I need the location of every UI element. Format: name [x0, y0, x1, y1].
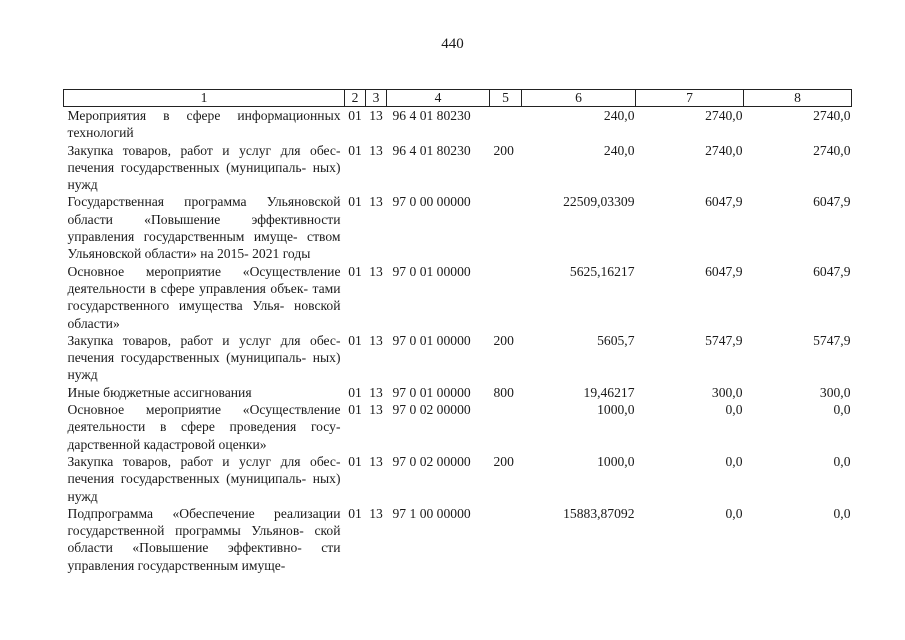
row-section-code: 01 [348, 142, 362, 158]
row-name: Государственная программа Ульяновской области «Повышение эффективности управления государственным имуще- ством Ульяновской области» на 2015- 2021 годы [67, 194, 341, 262]
row-subsection-code: 13 [369, 402, 383, 418]
row-name: Закупка товаров, работ и услуг для обес- печения государственных (муниципаль- ных) нужд [67, 142, 341, 193]
row-subsection-code: 13 [369, 194, 383, 210]
column-header-6: 6 [522, 90, 636, 107]
row-amount-col8: 6047,9 [813, 263, 851, 279]
table-row [64, 142, 852, 194]
row-amount-col7: 0,0 [725, 453, 743, 469]
row-amount-col6: 240,0 [603, 142, 635, 158]
row-subsection-code: 13 [369, 108, 383, 123]
row-target-code: 97 0 01 00000 [392, 332, 471, 348]
column-header-2: 2 [345, 90, 366, 107]
row-amount-col6: 5625,16217 [569, 263, 635, 279]
page-number: 440 [441, 36, 464, 52]
row-subsection-code: 13 [369, 332, 383, 348]
table-row [64, 332, 852, 384]
column-header-1: 1 [64, 90, 345, 107]
row-target-code: 97 0 01 00000 [392, 263, 471, 279]
row-amount-col8: 0,0 [833, 453, 851, 469]
row-amount-col7: 0,0 [725, 505, 743, 521]
row-amount-col6: 22509,03309 [563, 194, 635, 210]
row-amount-col8: 5747,9 [813, 332, 851, 348]
row-section-code: 01 [348, 384, 362, 400]
row-target-code: 97 0 00 00000 [392, 194, 471, 210]
row-expense-type: 200 [493, 142, 514, 158]
column-header-5: 5 [490, 90, 522, 107]
row-target-code: 96 4 01 80230 [392, 142, 471, 158]
row-expense-type [490, 193, 522, 262]
row-amount-col6: 15883,87092 [563, 505, 635, 521]
row-target-code: 97 0 02 00000 [392, 453, 471, 469]
table-row [64, 401, 852, 453]
row-section-code: 01 [348, 453, 362, 469]
column-header-3: 3 [366, 90, 387, 107]
row-name: Иные бюджетные ассигнования [67, 384, 252, 400]
table-row [64, 263, 852, 332]
row-amount-col7: 6047,9 [705, 194, 743, 210]
row-amount-col8: 0,0 [833, 505, 851, 521]
row-amount-col7: 2740,0 [705, 108, 743, 123]
row-section-code: 01 [348, 108, 362, 123]
row-expense-type [490, 107, 522, 142]
table-row [64, 505, 852, 574]
row-section-code: 01 [348, 263, 362, 279]
row-name: Подпрограмма «Обеспечение реализации государственной программы Ульянов- ской области «Повышение эффективно- сти управления государственным имуще- [67, 505, 341, 573]
row-amount-col6: 240,0 [603, 108, 635, 123]
row-amount-col8: 6047,9 [813, 194, 851, 210]
table-row [64, 384, 852, 401]
row-amount-col8: 2740,0 [813, 142, 851, 158]
row-target-code: 97 0 01 00000 [392, 384, 471, 400]
row-expense-type: 200 [493, 332, 514, 348]
row-name: Основное мероприятие «Осуществление деятельности в сфере управления объек- тами государственного имущества Улья- новской области» [67, 263, 341, 331]
row-section-code: 01 [348, 194, 362, 210]
row-subsection-code: 13 [369, 505, 383, 521]
row-amount-col7: 6047,9 [705, 263, 743, 279]
table-row [64, 107, 852, 142]
column-header-7: 7 [636, 90, 744, 107]
row-amount-col6: 1000,0 [597, 453, 635, 469]
row-amount-col7: 0,0 [725, 402, 743, 418]
table-header-row [64, 90, 852, 107]
row-amount-col8: 2740,0 [813, 108, 851, 123]
row-amount-col6: 1000,0 [597, 402, 635, 418]
row-name: Закупка товаров, работ и услуг для обес- печения государственных (муниципаль- ных) нужд [67, 453, 341, 504]
row-target-code: 97 0 02 00000 [392, 402, 471, 418]
row-amount-col8: 0,0 [833, 402, 851, 418]
row-subsection-code: 13 [369, 263, 383, 279]
row-name: Основное мероприятие «Осуществление деятельности в сфере проведения госу- дарственной кадастровой оценки» [67, 402, 341, 452]
row-section-code: 01 [348, 332, 362, 348]
row-amount-col7: 2740,0 [705, 142, 743, 158]
table-row [64, 193, 852, 262]
row-target-code: 97 1 00 00000 [392, 505, 471, 521]
row-subsection-code: 13 [369, 384, 383, 400]
row-expense-type [490, 401, 522, 453]
row-expense-type [490, 263, 522, 332]
row-expense-type: 200 [493, 453, 514, 469]
row-expense-type [490, 505, 522, 574]
row-name: Закупка товаров, работ и услуг для обес- печения государственных (муниципаль- ных) нужд [67, 332, 341, 383]
row-amount-col8: 300,0 [819, 384, 851, 400]
row-amount-col7: 5747,9 [705, 332, 743, 348]
row-section-code: 01 [348, 505, 362, 521]
column-header-8: 8 [744, 90, 852, 107]
row-subsection-code: 13 [369, 142, 383, 158]
row-amount-col7: 300,0 [711, 384, 743, 400]
row-name: Мероприятия в сфере информационных технологий [67, 108, 341, 141]
row-target-code: 96 4 01 80230 [392, 108, 471, 123]
row-subsection-code: 13 [369, 453, 383, 469]
row-section-code: 01 [348, 402, 362, 418]
row-amount-col6: 5605,7 [597, 332, 635, 348]
table-row [64, 453, 852, 505]
row-amount-col6: 19,46217 [583, 384, 635, 400]
row-expense-type: 800 [493, 384, 514, 400]
column-header-4: 4 [387, 90, 490, 107]
budget-table [63, 89, 852, 574]
